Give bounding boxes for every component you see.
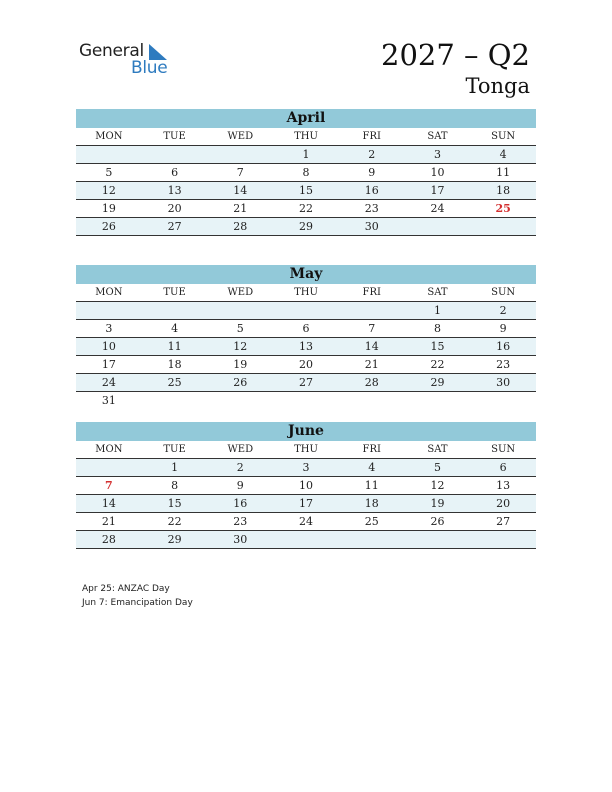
day-cell: 4: [368, 461, 376, 474]
day-cell: [76, 302, 142, 319]
day-cell: 2: [499, 304, 507, 317]
day-cell: 26: [101, 220, 116, 233]
brand-blue: Blue: [131, 58, 168, 78]
week-row: [76, 164, 536, 182]
day-cell: 19: [101, 202, 116, 215]
day-cell: 18: [364, 497, 379, 510]
weekday-label: THU: [294, 444, 318, 455]
day-cell: 24: [299, 515, 314, 528]
day-cell: 21: [233, 202, 248, 215]
day-cell: 9: [236, 479, 244, 492]
day-cell: 4: [499, 148, 507, 161]
week-row: [76, 338, 536, 356]
day-cell: 10: [101, 340, 116, 353]
day-cell: 27: [299, 376, 314, 389]
day-cell: 28: [233, 220, 248, 233]
day-cell: [273, 392, 339, 409]
day-cell: [470, 218, 536, 235]
day-cell: 14: [364, 340, 379, 353]
day-cell: 8: [433, 322, 441, 335]
holiday-note: Apr 25: ANZAC Day: [82, 584, 170, 594]
day-cell: 7: [236, 166, 244, 179]
day-cell: 26: [233, 376, 248, 389]
day-cell: 25: [167, 376, 182, 389]
month-april: [76, 109, 536, 236]
day-cell: 22: [299, 202, 314, 215]
weekday-label: SAT: [427, 131, 448, 142]
day-cell: 15: [430, 340, 445, 353]
day-cell: 16: [364, 184, 379, 197]
day-cell: 5: [105, 166, 113, 179]
day-cell: 21: [364, 358, 379, 371]
day-cell: [76, 146, 142, 163]
day-cell: [405, 392, 471, 409]
day-cell: 26: [430, 515, 445, 528]
day-cell: 14: [101, 497, 116, 510]
day-cell: 1: [171, 461, 179, 474]
day-cell: 9: [368, 166, 376, 179]
day-cell: 21: [101, 515, 116, 528]
weekday-label: TUE: [163, 444, 186, 455]
weekday-label: TUE: [163, 287, 186, 298]
day-cell: 18: [496, 184, 511, 197]
week-row: [76, 182, 536, 200]
weekday-label: SAT: [427, 287, 448, 298]
day-cell: [273, 302, 339, 319]
month-name: June: [76, 422, 536, 441]
day-cell: 28: [364, 376, 379, 389]
month-grid: [76, 459, 536, 549]
day-cell: 17: [101, 358, 116, 371]
day-cell: 5: [236, 322, 244, 335]
week-row: [76, 459, 536, 477]
day-cell: [207, 302, 273, 319]
weekday-label: SUN: [491, 287, 516, 298]
day-cell: 7: [368, 322, 376, 335]
day-cell: 12: [430, 479, 445, 492]
day-cell: 13: [167, 184, 182, 197]
holiday-notes: [82, 582, 193, 610]
week-row: [76, 200, 536, 218]
month-name: May: [76, 265, 536, 284]
weekday-label: SUN: [491, 444, 516, 455]
country-name: Tonga: [465, 74, 530, 98]
day-cell: 17: [430, 184, 445, 197]
weekday-label: MON: [95, 131, 123, 142]
week-row: [76, 218, 536, 236]
day-cell: 13: [299, 340, 314, 353]
day-cell: 4: [171, 322, 179, 335]
brand-general: General: [79, 41, 144, 61]
day-cell: 8: [302, 166, 310, 179]
page-title: 2027 – Q2: [381, 38, 530, 72]
day-cell: [470, 531, 536, 548]
day-cell: 22: [430, 358, 445, 371]
weekday-label: THU: [294, 287, 318, 298]
day-cell: 6: [302, 322, 310, 335]
day-cell: 27: [496, 515, 511, 528]
day-cell: 27: [167, 220, 182, 233]
weekday-label: THU: [294, 131, 318, 142]
day-cell: 14: [233, 184, 248, 197]
day-cell: 11: [364, 479, 379, 492]
week-row: [76, 495, 536, 513]
day-cell: 13: [496, 479, 511, 492]
day-cell: 16: [496, 340, 511, 353]
day-cell: [142, 302, 208, 319]
weekday-label: WED: [227, 131, 254, 142]
day-cell: 11: [167, 340, 182, 353]
day-cell: 15: [167, 497, 182, 510]
day-cell: 5: [433, 461, 441, 474]
day-cell: 22: [167, 515, 182, 528]
day-cell: 3: [105, 322, 113, 335]
day-cell: 1: [433, 304, 441, 317]
day-cell: [142, 146, 208, 163]
weekday-label: SAT: [427, 444, 448, 455]
weekday-label: SUN: [491, 131, 516, 142]
day-cell: 25: [364, 515, 379, 528]
weekday-header: [76, 441, 536, 459]
month-grid: [76, 146, 536, 236]
day-cell: 2: [236, 461, 244, 474]
week-row: [76, 356, 536, 374]
week-row: [76, 531, 536, 549]
day-cell: 1: [302, 148, 310, 161]
day-cell: 19: [233, 358, 248, 371]
day-cell: 30: [233, 533, 248, 546]
brand-logo: [79, 41, 179, 81]
weekday-label: MON: [95, 287, 123, 298]
day-cell: [76, 459, 142, 476]
day-cell: 29: [167, 533, 182, 546]
day-cell: 29: [299, 220, 314, 233]
weekday-header: [76, 128, 536, 146]
day-cell: 7: [105, 479, 113, 492]
day-cell: 3: [433, 148, 441, 161]
weekday-header: [76, 284, 536, 302]
day-cell: 12: [101, 184, 116, 197]
day-cell: [405, 531, 471, 548]
day-cell: 12: [233, 340, 248, 353]
week-row: [76, 392, 536, 409]
day-cell: 30: [496, 376, 511, 389]
day-cell: 24: [430, 202, 445, 215]
day-cell: 6: [171, 166, 179, 179]
day-cell: 17: [299, 497, 314, 510]
day-cell: 18: [167, 358, 182, 371]
month-name: April: [76, 109, 536, 128]
day-cell: 11: [496, 166, 511, 179]
weekday-label: FRI: [362, 131, 381, 142]
week-row: [76, 513, 536, 531]
day-cell: [142, 392, 208, 409]
day-cell: [339, 392, 405, 409]
day-cell: 16: [233, 497, 248, 510]
week-row: [76, 146, 536, 164]
day-cell: 25: [495, 202, 511, 215]
month-may: [76, 265, 536, 409]
day-cell: [470, 392, 536, 409]
day-cell: 9: [499, 322, 507, 335]
day-cell: 30: [364, 220, 379, 233]
month-grid: [76, 302, 536, 409]
day-cell: 29: [430, 376, 445, 389]
weekday-label: TUE: [163, 131, 186, 142]
holiday-note: Jun 7: Emancipation Day: [82, 598, 193, 608]
weekday-label: FRI: [362, 444, 381, 455]
day-cell: [207, 392, 273, 409]
day-cell: 20: [496, 497, 511, 510]
day-cell: 20: [299, 358, 314, 371]
week-row: [76, 477, 536, 495]
day-cell: [339, 531, 405, 548]
day-cell: [405, 218, 471, 235]
day-cell: 6: [499, 461, 507, 474]
week-row: [76, 302, 536, 320]
weekday-label: WED: [227, 287, 254, 298]
day-cell: 10: [430, 166, 445, 179]
day-cell: 8: [171, 479, 179, 492]
day-cell: 24: [101, 376, 116, 389]
day-cell: [207, 146, 273, 163]
day-cell: [339, 302, 405, 319]
week-row: [76, 320, 536, 338]
week-row: [76, 374, 536, 392]
weekday-label: FRI: [362, 287, 381, 298]
day-cell: 2: [368, 148, 376, 161]
month-june: [76, 422, 536, 549]
day-cell: 23: [496, 358, 511, 371]
day-cell: 19: [430, 497, 445, 510]
day-cell: 23: [233, 515, 248, 528]
day-cell: 28: [101, 533, 116, 546]
day-cell: 10: [299, 479, 314, 492]
day-cell: [273, 531, 339, 548]
day-cell: 20: [167, 202, 182, 215]
day-cell: 23: [364, 202, 379, 215]
day-cell: 15: [299, 184, 314, 197]
weekday-label: MON: [95, 444, 123, 455]
day-cell: 31: [101, 394, 116, 407]
day-cell: 3: [302, 461, 310, 474]
weekday-label: WED: [227, 444, 254, 455]
